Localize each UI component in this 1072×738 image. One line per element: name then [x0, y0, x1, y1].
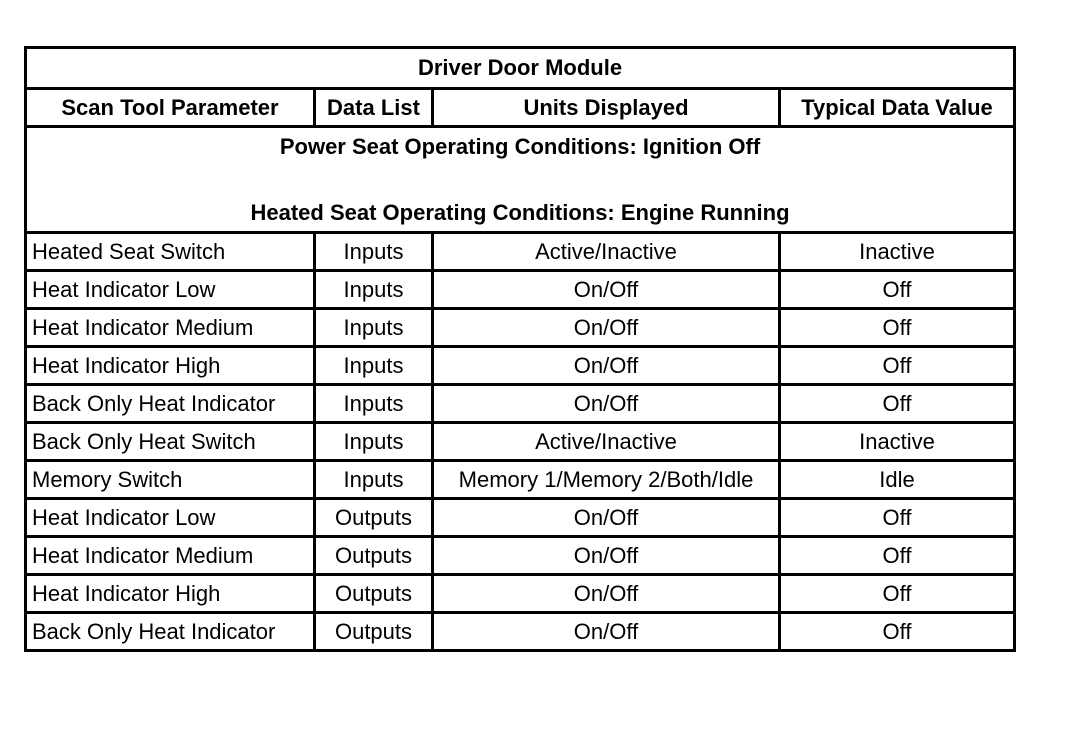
typical-value-cell: Off: [780, 385, 1015, 423]
data-list-cell: Outputs: [315, 613, 433, 651]
typical-value-cell: Inactive: [780, 423, 1015, 461]
table-row: [26, 271, 1015, 309]
units-cell: On/Off: [433, 499, 780, 537]
conditions-row: [26, 127, 1015, 233]
parameter-cell: Heated Seat Switch: [26, 233, 315, 271]
parameter-cell: Heat Indicator High: [26, 575, 315, 613]
units-cell: Memory 1/Memory 2/Both/Idle: [433, 461, 780, 499]
units-cell: On/Off: [433, 537, 780, 575]
units-cell: On/Off: [433, 613, 780, 651]
units-cell: On/Off: [433, 271, 780, 309]
typical-value-cell: Inactive: [780, 233, 1015, 271]
parameter-cell: Memory Switch: [26, 461, 315, 499]
typical-value-cell: Off: [780, 347, 1015, 385]
parameter-cell: Heat Indicator Medium: [26, 309, 315, 347]
units-cell: On/Off: [433, 309, 780, 347]
typical-value-cell: Off: [780, 537, 1015, 575]
parameter-cell: Heat Indicator High: [26, 347, 315, 385]
table-title: Driver Door Module: [26, 48, 1015, 89]
units-cell: On/Off: [433, 385, 780, 423]
units-cell: On/Off: [433, 347, 780, 385]
table-row: [26, 575, 1015, 613]
data-list-cell: Inputs: [315, 347, 433, 385]
header-units-displayed: Units Displayed: [433, 89, 780, 127]
parameter-cell: Heat Indicator Low: [26, 271, 315, 309]
table-row: [26, 499, 1015, 537]
data-list-cell: Outputs: [315, 499, 433, 537]
typical-value-cell: Off: [780, 613, 1015, 651]
data-list-cell: Inputs: [315, 271, 433, 309]
data-list-cell: Inputs: [315, 233, 433, 271]
typical-value-cell: Off: [780, 575, 1015, 613]
table-row: [26, 423, 1015, 461]
title-row: [26, 48, 1015, 89]
header-data-list: Data List: [315, 89, 433, 127]
data-rows: [26, 233, 1015, 651]
parameter-cell: Back Only Heat Indicator: [26, 385, 315, 423]
data-list-cell: Inputs: [315, 309, 433, 347]
conditions-spacer: [31, 163, 1009, 196]
typical-value-cell: Idle: [780, 461, 1015, 499]
parameter-cell: Heat Indicator Medium: [26, 537, 315, 575]
data-list-cell: Inputs: [315, 423, 433, 461]
driver-door-module-table: [24, 46, 1016, 652]
typical-value-cell: Off: [780, 271, 1015, 309]
units-cell: Active/Inactive: [433, 233, 780, 271]
header-scan-tool-parameter: Scan Tool Parameter: [26, 89, 315, 127]
table-row: [26, 461, 1015, 499]
table-row: [26, 347, 1015, 385]
units-cell: On/Off: [433, 575, 780, 613]
data-list-cell: Outputs: [315, 575, 433, 613]
parameter-cell: Back Only Heat Indicator: [26, 613, 315, 651]
table-row: [26, 233, 1015, 271]
parameter-cell: Heat Indicator Low: [26, 499, 315, 537]
heated-seat-conditions: Heated Seat Operating Conditions: Engine Running: [250, 200, 790, 225]
table-row: [26, 613, 1015, 651]
typical-value-cell: Off: [780, 499, 1015, 537]
typical-value-cell: Off: [780, 309, 1015, 347]
header-typical-data-value: Typical Data Value: [780, 89, 1015, 127]
power-seat-conditions: Power Seat Operating Conditions: Ignition Off: [279, 134, 761, 159]
table-row: [26, 309, 1015, 347]
data-list-cell: Outputs: [315, 537, 433, 575]
table-row: [26, 385, 1015, 423]
data-list-cell: Inputs: [315, 461, 433, 499]
parameter-cell: Back Only Heat Switch: [26, 423, 315, 461]
table-row: [26, 537, 1015, 575]
data-list-cell: Inputs: [315, 385, 433, 423]
conditions-cell: [26, 127, 1015, 233]
units-cell: Active/Inactive: [433, 423, 780, 461]
header-row: [26, 89, 1015, 127]
